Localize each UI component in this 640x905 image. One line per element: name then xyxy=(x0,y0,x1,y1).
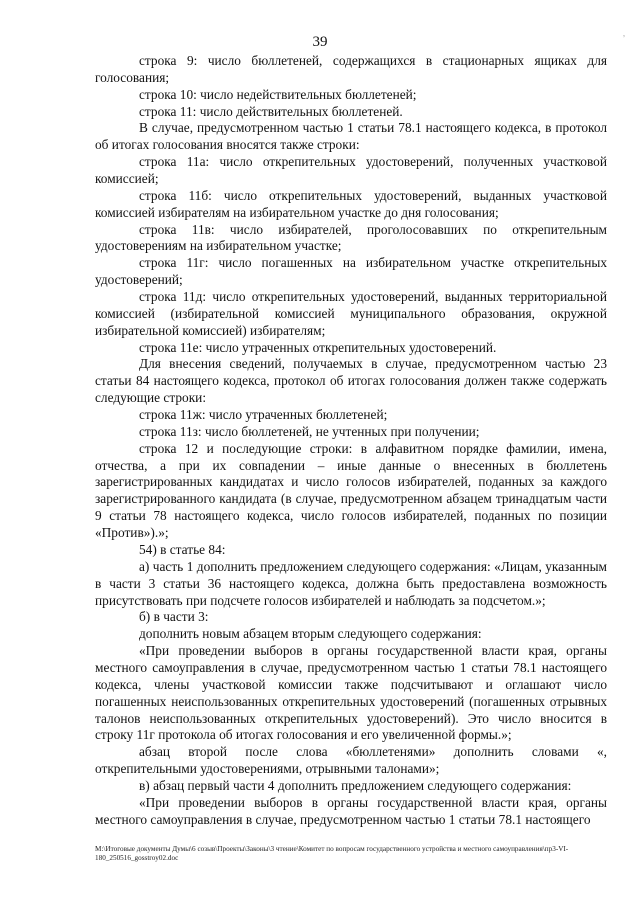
paragraph: строка 11б: число открепительных удостоверений, выданных участковой комиссией избирателям на избирательном участке до дня голосования; xyxy=(95,187,607,220)
paragraph: 54) в статье 84: xyxy=(139,541,226,557)
paragraph: абзац второй после слова «бюллетенями» дополнить словами «, открепительными удостоверениями, отрывными талонами»; xyxy=(95,744,607,777)
paragraph: В случае, предусмотренном частью 1 статьи 78.1 настоящего кодекса, в протокол об итогах голосования вносятся также строки: xyxy=(95,120,607,153)
paragraph: Для внесения сведений, получаемых в случае, предусмотренном частью 23 статьи 84 настоящего кодекса, протокол об итогах голосования должен также содержать следующие строки: xyxy=(95,356,607,406)
paragraph: «При проведении выборов в органы государственной власти края, органы местного самоуправления в случае, предусмотренном частью 1 статьи 78.1 настоящего xyxy=(95,794,607,827)
paragraph: строка 12 и последующие строки: в алфавитном порядке фамилии, имена, отчества, а при их совпадении – иные данные о внесенных в бюллетень зарегистрированных кандидатах и число голосов избирателей, поданных за каждого зарегистрированного кандидата (в случае, предусмотренном абзацем тринадцатым части 9 статьи 78 настоящего кодекса, число голосов избирателей, поданных по позиции «Против»).»; xyxy=(95,440,607,541)
paragraph: строка 11: число действительных бюллетеней. xyxy=(139,103,403,119)
margin-mark: ʼ xyxy=(623,34,625,44)
paragraph: строка 11г: число погашенных на избирательном участке открепительных удостоверений; xyxy=(95,255,607,288)
file-path-footer: M:\Итоговые документы Думы\6 созыв\Проекты\Законы\3 чтение\Комитет по вопросам государственного устройства и местного самоуправления\пр3-VI-180_250516_gosstroy02.doc xyxy=(95,845,569,862)
paragraph: а) часть 1 дополнить предложением следующего содержания: «Лицам, указанным в части 3 статьи 36 настоящего кодекса, должна быть предоставлена возможность присутствовать при подсчете голосов избирателей и наблюдать за подсчетом.»; xyxy=(95,558,607,608)
paragraph: строка 11е: число утраченных открепительных удостоверений. xyxy=(139,339,497,355)
paragraph: строка 11в: число избирателей, проголосовавших по открепительным удостоверениям на избирательном участке; xyxy=(95,221,607,254)
paragraph: б) в части 3: xyxy=(139,609,209,625)
paragraph: строка 11ж: число утраченных бюллетеней; xyxy=(139,407,388,423)
document-body xyxy=(95,53,607,829)
paragraph: строка 11д: число открепительных удостоверений, выданных территориальной комиссией (избирательной комиссией муниципального образования, окружной избирательной комиссией) избирателям; xyxy=(95,289,607,338)
paragraph: строка 9: число бюллетеней, содержащихся в стационарных ящиках для голосования; xyxy=(95,53,607,85)
paragraph: строка 10: число недействительных бюллетеней; xyxy=(139,86,417,102)
paragraph: дополнить новым абзацем вторым следующего содержания: xyxy=(139,626,482,642)
paragraph: строка 11з: число бюллетеней, не учтенных при получении; xyxy=(139,423,480,439)
paragraph: строка 11а: число открепительных удостоверений, полученных участковой комиссией; xyxy=(95,154,607,187)
paragraph: «При проведении выборов в органы государственной власти края, органы местного самоуправления в случае, предусмотренном частью 1 статьи 78.1 настоящего кодекса, члены участковой комиссии также подсчитывают и оглашают число погашенных неиспользованных открепительных удостоверений (погашенных отрывных талонов неиспользованных открепительных удостоверений). Это число вносится в строку 11г протокола об итогах голосования и его увеличенной формы.»; xyxy=(95,643,607,743)
page-number: 39 xyxy=(312,34,328,50)
paragraph: в) абзац первый части 4 дополнить предложением следующего содержания: xyxy=(139,777,572,793)
